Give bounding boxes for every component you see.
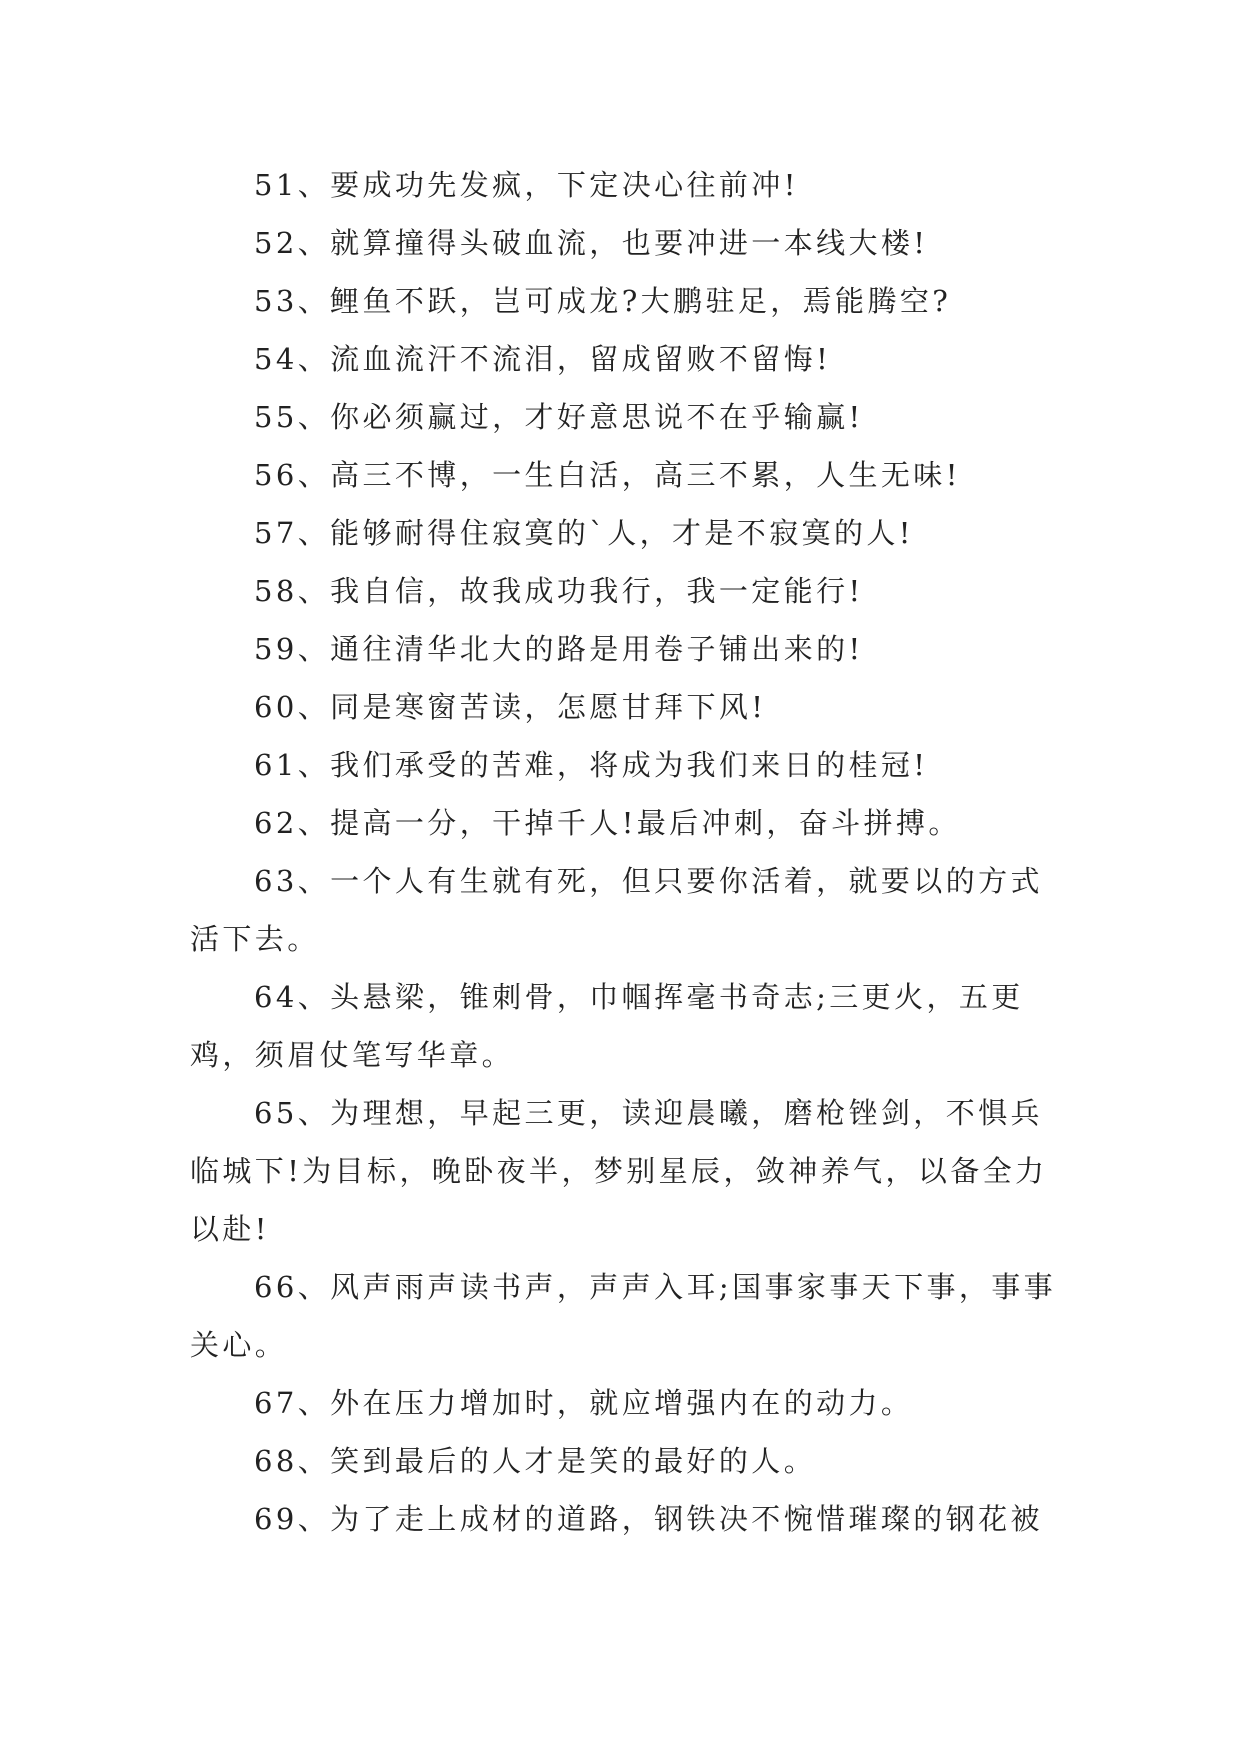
paragraph-61: 61、我们承受的苦难，将成为我们来日的桂冠! xyxy=(254,748,929,782)
paragraph-57: 57、能够耐得住寂寞的`人，才是不寂寞的人! xyxy=(254,516,914,550)
paragraph-53: 53、鲤鱼不跃，岂可成龙?大鹏驻足，焉能腾空? xyxy=(254,284,952,318)
paragraph-55: 55、你必须赢过，才好意思说不在乎输赢! xyxy=(254,400,864,434)
paragraph-59: 59、通往清华北大的路是用卷子铺出来的! xyxy=(254,632,864,666)
paragraph-67: 67、外在压力增加时，就应增强内在的动力。 xyxy=(254,1386,914,1420)
document-body xyxy=(190,156,1058,1548)
paragraph-62: 62、提高一分，干掉千人!最后冲刺，奋斗拼搏。 xyxy=(254,806,961,840)
paragraph-69: 69、为了走上成材的道路，钢铁决不惋惜璀璨的钢花被 xyxy=(254,1502,1043,1536)
paragraph-60: 60、同是寒窗苦读，怎愿甘拜下风! xyxy=(254,690,767,724)
paragraph-66: 66、风声雨声读书声，声声入耳;国事家事天下事，事事关心。 xyxy=(190,1270,1057,1362)
paragraph-64: 64、头悬梁，锥刺骨，巾帼挥毫书奇志;三更火，五更鸡，须眉仗笔写华章。 xyxy=(190,980,1024,1072)
paragraph-58: 58、我自信，故我成功我行，我一定能行! xyxy=(254,574,864,608)
paragraph-54: 54、流血流汗不流泪，留成留败不留悔! xyxy=(254,342,832,376)
paragraph-63: 63、一个人有生就有死，但只要你活着，就要以的方式活下去。 xyxy=(190,864,1043,956)
paragraph-68: 68、笑到最后的人才是笑的最好的人。 xyxy=(254,1444,817,1478)
paragraph-56: 56、高三不博，一生白活，高三不累，人生无味! xyxy=(254,458,961,492)
paragraph-65: 65、为理想，早起三更，读迎晨曦，磨枪锉剑，不惧兵临城下!为目标，晚卧夜半，梦别星辰，敛神养气，以备全力以赴! xyxy=(190,1096,1048,1246)
paragraph-51: 51、要成功先发疯，下定决心往前冲! xyxy=(254,168,799,202)
paragraph-52: 52、就算撞得头破血流，也要冲进一本线大楼! xyxy=(254,226,929,260)
